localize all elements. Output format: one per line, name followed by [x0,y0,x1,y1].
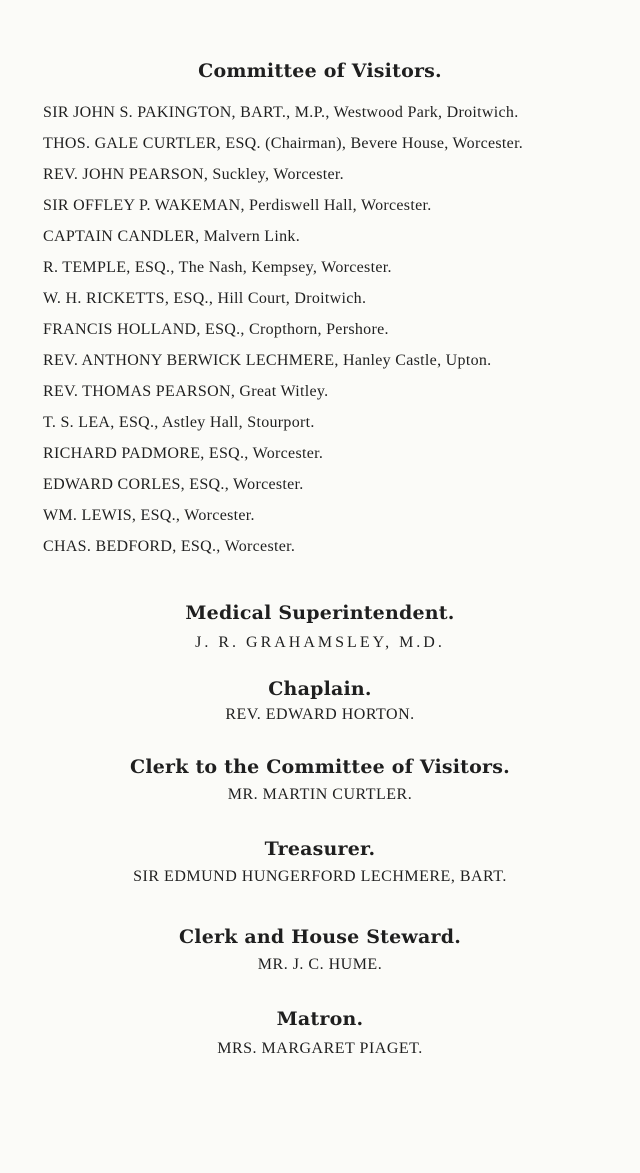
chaplain-name: REV. EDWARD HORTON. [225,706,415,723]
medical-superintendent-name: J. R. GRAHAMSLEY, M.D. [195,634,445,651]
clerk-to-committee-heading: Clerk to the Committee of Visitors. [130,756,510,778]
committee-member: CHAS. BEDFORD, ESQ., Worcester. [43,538,296,555]
committee-member: FRANCIS HOLLAND, ESQ., Cropthorn, Pershore. [43,321,389,338]
committee-member: R. TEMPLE, ESQ., The Nash, Kempsey, Worcester. [43,259,392,276]
clerk-and-steward-heading: Clerk and House Steward. [178,926,462,948]
committee-member: CAPTAIN CANDLER, Malvern Link. [43,228,301,245]
committee-member: RICHARD PADMORE, ESQ., Worcester. [43,445,324,462]
clerk-and-steward-name: MR. J. C. HUME. [257,956,383,973]
committee-member: WM. LEWIS, ESQ., Worcester. [43,507,255,524]
committee-member: REV. JOHN PEARSON, Suckley, Worcester. [43,166,344,183]
committee-member: THOS. GALE CURTLER, ESQ. (Chairman), Bevere House, Worcester. [43,135,524,152]
committee-member: T. S. LEA, ESQ., Astley Hall, Stourport. [43,414,315,431]
committee-member: SIR OFFLEY P. WAKEMAN, Perdiswell Hall, Worcester. [43,197,432,214]
matron-name: MRS. MARGARET PIAGET. [217,1040,423,1057]
clerk-to-committee-name: MR. MARTIN CURTLER. [227,786,413,803]
matron-heading: Matron. [276,1008,364,1030]
treasurer-heading: Treasurer. [264,838,376,860]
committee-member: SIR JOHN S. PAKINGTON, BART., M.P., Westwood Park, Droitwich. [43,104,519,121]
committee-member: REV. THOMAS PEARSON, Great Witley. [43,383,329,400]
committee-member: EDWARD CORLES, ESQ., Worcester. [43,476,304,493]
committee-member: REV. ANTHONY BERWICK LECHMERE, Hanley Castle, Upton. [43,352,492,369]
committee-member: W. H. RICKETTS, ESQ., Hill Court, Droitwich. [43,290,367,307]
chaplain-heading: Chaplain. [268,678,372,700]
committee-heading: Committee of Visitors. [198,60,442,82]
medical-superintendent-heading: Medical Superintendent. [185,602,455,624]
treasurer-name: SIR EDMUND HUNGERFORD LECHMERE, BART. [133,868,507,885]
